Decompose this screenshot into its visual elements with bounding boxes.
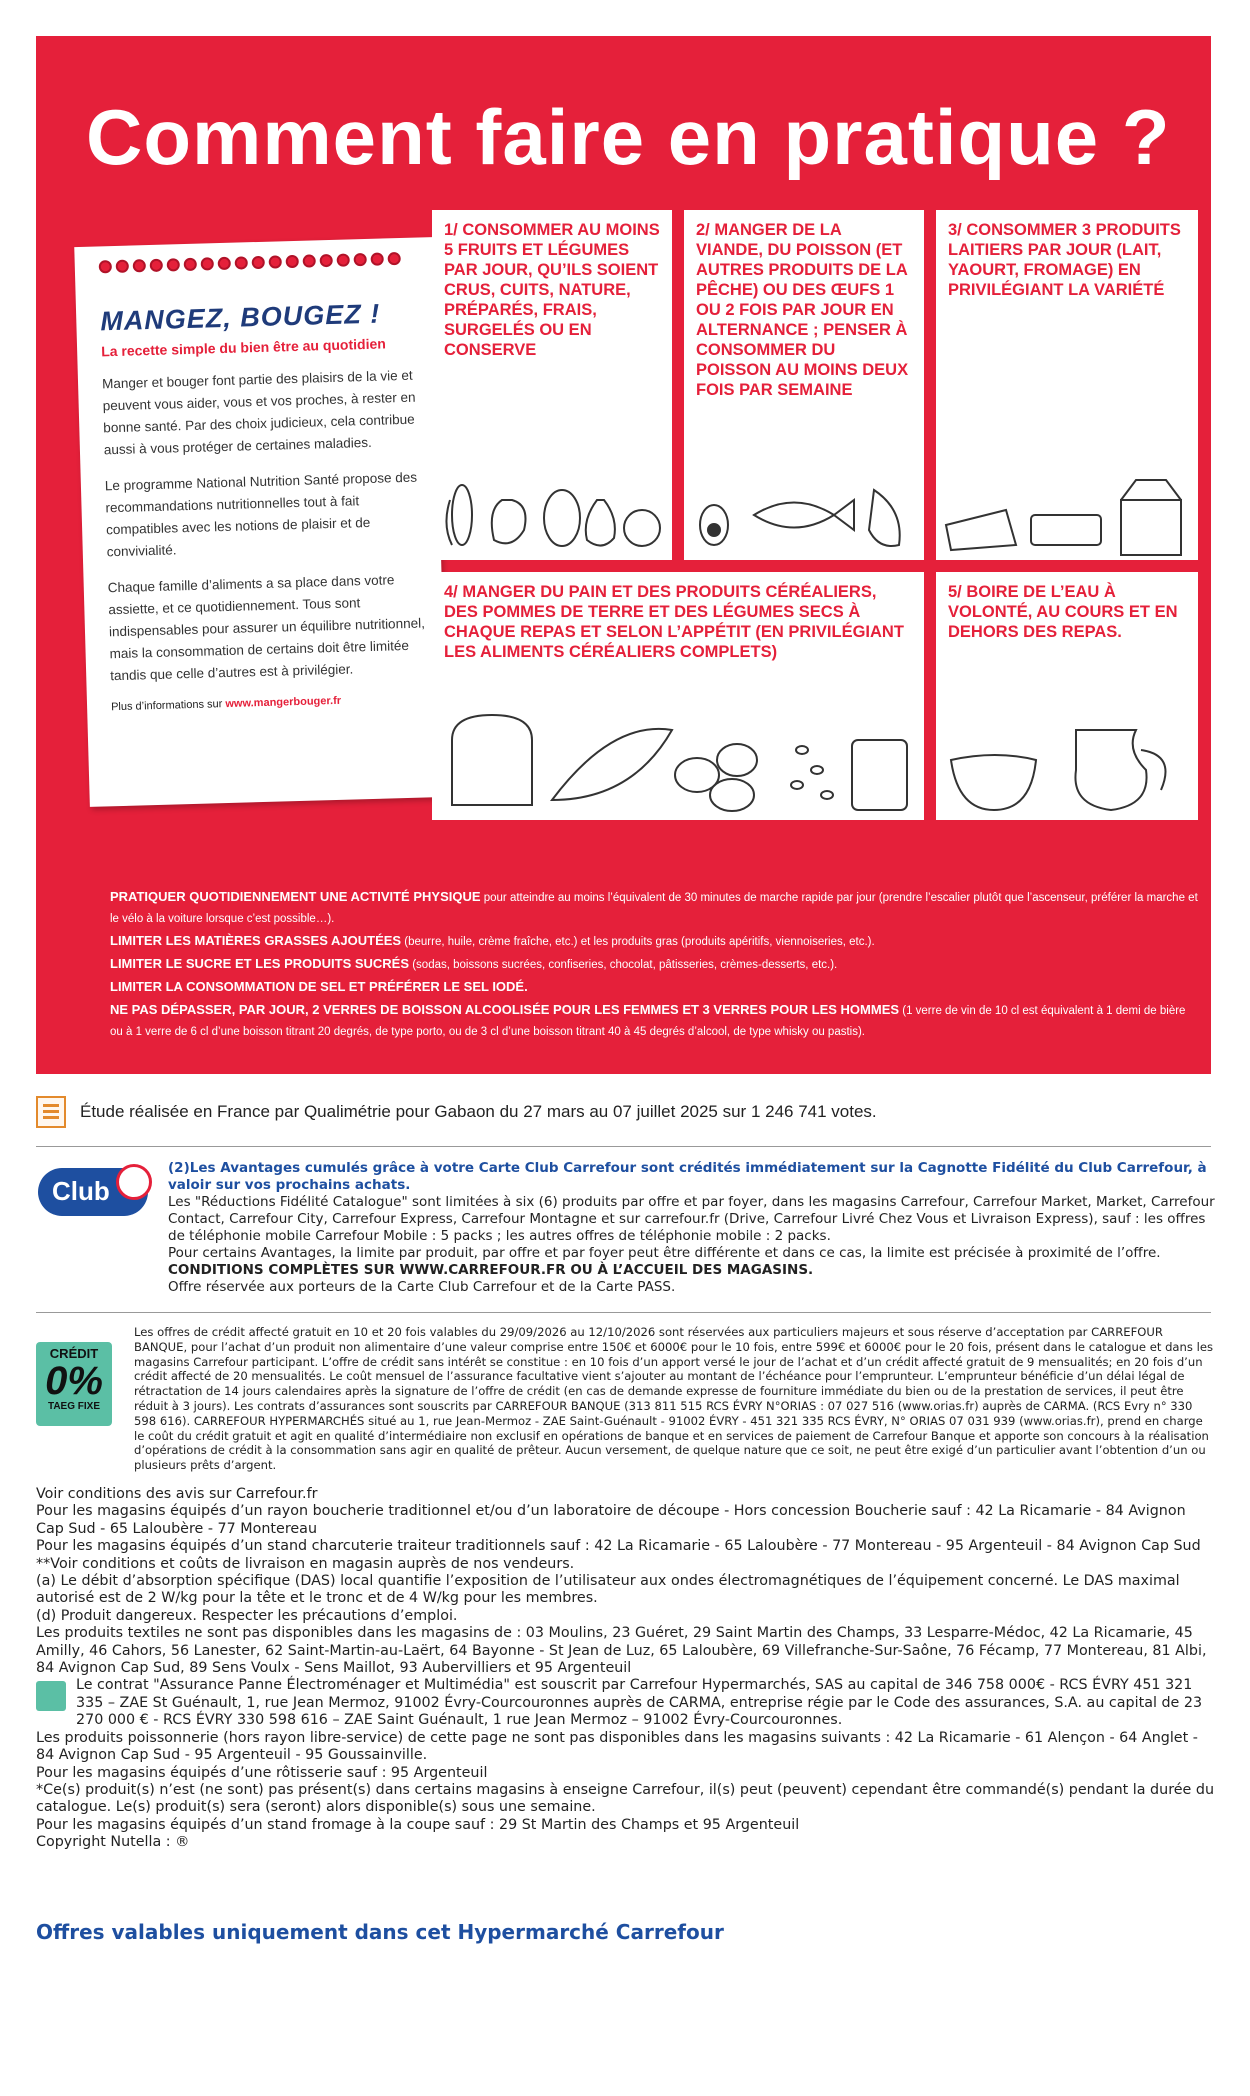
notebook-card [74, 237, 447, 807]
legal-line: (a) Le débit d’absorption spécifique (DAS) local quantifie l’exposition de l’utilisateur aux ondes électromagnétiques de l’équipement concerné. Le DAS maximal autorisé est de 2 W/kg pour la tête et le tronc et de 4 W/kg pour les membres. [36, 1573, 1180, 1607]
tip-fruits-vegetables [432, 210, 672, 560]
credit-conditions: Les offres de crédit affecté gratuit en 10 et 20 fois valables du 29/09/2026 au 12/10/2026 sont réservées aux particuliers majeurs et sous réserve d’acceptation par CARREFOUR BANQUE, pour l’achat d’un produit non alimentaire d’une valeur comprise entre 150€ et 6000€ pour le 10 fois, entre 599€ et 6000€ pour le 20 fois, présent dans le catalogue et dans les magasins Carrefour participant. L’offre de crédit sans intérêt se constitue : en 10 fois d’un apport versé le jour de l’achat et d’un crédit affecté gratuit de 9 mensualités; en 20 fois d’un crédit affecté de 20 mensualités. Le coût mensuel de l’assurance facultative vient s’ajouter au montant de l’échéance pour l’emprunteur. L’emprunteur bénéficie d’un délai légal de rétractation de 14 jours calendaires après la signature de l’offre de crédit (en cas de demande expresse de fourniture immédiate du bien ou de la prestation de services, il peut être réduit à 3 jours). Les contrats d’assurances sont souscrits par CARREFOUR BANQUE (313 811 515 RCS ÉVRY N°ORIAS : 07 027 516 (www.orias.fr) auprès de CARMA. (RCS Evry n° 330 598 616). CARREFOUR HYPERMARCHÉS situé au 1, rue Jean-Mermoz - ZAE Saint-Guénault - 91002 ÉVRY - 451 321 335 RCS ÉVRY, N° ORIAS 07 031 939 (www.orias.fr), prend en charge le coût du crédit gratuit et agit en qualité d’intermédiaire non exclusif en opérations de banque et en services de paiement de Carrefour Banque et apporte son concours à la réalisation d’opérations de crédit à la consommation sans agir en qualité de prêteur. Aucun versement, de quelque nature que ce soit, ne peut être exigé d’un particulier avant l’obtention d’un ou plusieurs prêts d’argent. [134, 1325, 1214, 1473]
legal-line: Pour les magasins équipés d’une rôtisserie sauf : 95 Argenteuil [36, 1764, 488, 1781]
rec-bold: LIMITER LES MATIÈRES GRASSES AJOUTÉES [110, 933, 402, 948]
page-title: Comment faire en pratique ? [86, 93, 1171, 181]
tip-text: 5/ BOIRE DE L’EAU À VOLONTÉ, AU COURS ET EN DEHORS DES REPAS. [948, 583, 1178, 641]
rec-sugar [110, 953, 1200, 976]
warranty-line: Le contrat "Assurance Panne Électroménager et Multimédia" est souscrit par Carrefour Hypermarchés, SAS au capital de 346 758 000€ - RCS ÉVRY 451 321 335 – ZAE St Guénault, 1, rue Jean Mermoz, 91002 Évry-Courcouronnes auprès de CARMA, entreprise régie par le Code des assurances, S.A. au capital de 23 270 000 € - RCS ÉVRY 330 598 616 – ZAE Saint Guénault, 1 rue Jean Mermoz – 91002 Évry-Courcouronnes. [36, 1677, 1216, 1729]
rec-text: (sodas, boissons sucrées, confiseries, chocolat, pâtisseries, crèmes-desserts, etc.). [409, 959, 838, 971]
club-line: (2)Les Avantages cumulés grâce à votre Carte Club Carrefour sont crédités immédiatement sur la Cagnotte Fidélité du Club Carrefour, à valoir sur vos prochains achats. [168, 1160, 1207, 1193]
legal-line: **Voir conditions et coûts de livraison en magasin auprès de nos vendeurs. [36, 1555, 575, 1572]
credit-badge-top: CRÉDIT [49, 1346, 99, 1361]
rec-alcohol [110, 999, 1200, 1043]
credit-badge [36, 1342, 112, 1426]
legal-line: Les produits poissonnerie (hors rayon libre-service) de cette page ne sont pas disponibles dans les magasins suivants : 42 La Ricamarie - 61 Alençon - 64 Anglet - 84 Avignon Cap Sud - 95 Argenteuil - 95 Goussainville. [36, 1729, 1198, 1764]
credit-badge-bottom: TAEG FIXE [47, 1401, 101, 1412]
rec-bold: PRATIQUER QUOTIDIENNEMENT UNE ACTIVITÉ PHYSIQUE [110, 889, 481, 904]
legal-line: Les produits textiles ne sont pas disponibles dans les magasins de : 03 Moulins, 23 Guéret, 29 Saint Martin des Champs, 33 Lesparre-Médoc, 42 La Ricamarie, 45 Amilly, 46 Cahors, 56 Lanester, 62 Saint-Martin-au-Laërt, 64 Bayonne - St Jean de Luz, 65 Laloubère, 69 Villefranche-Sur-Saône, 76 Fécamp, 77 Montereau, 81 Albi, 84 Avignon Cap Sud, 89 Sens Voulx - Sens Maillot, 93 Aubervilliers et 95 Argenteuil [36, 1625, 1207, 1677]
tip-cereals [432, 572, 924, 820]
club-line: Offre réservée aux porteurs de la Carte Club Carrefour et de la Carte PASS. [168, 1279, 676, 1295]
tip-text: 1/ CONSOMMER AU MOINS 5 FRUITS ET LÉGUMES PAR JOUR, QU’ILS SOIENT CRUS, CUITS, NATURE, PRÉPARÉS, FRAIS, SURGELÉS OU EN CONSERVE [444, 221, 660, 359]
credit-badge-rate: 0% [45, 1359, 103, 1403]
card-paragraph: Chaque famille d’aliments a sa place dans votre assiette, et ce quotidiennement. Tous sont indispensables pour assurer un équilibre nutritionnel, mais la consommation de certains doit être limitée tandis que celle d’autres est à privilégier. [107, 572, 426, 684]
club-conditions [168, 1160, 1218, 1296]
divider [36, 1146, 1211, 1147]
more-info-label: Plus d’informations sur [110, 698, 223, 714]
divider [36, 1312, 1211, 1313]
tip-dairy [936, 210, 1198, 560]
club-line: Les "Réductions Fidélité Catalogue" sont limitées à six (6) produits par offre et par foyer, dans les magasins Carrefour, Carrefour Market, Market, Carrefour Contact, Carrefour City, Carrefour Express, Carrefour Montagne et sur carrefour.fr (Drive, Carrefour Livré Chez Vous et Livraison Express), sauf : les offres de téléphonie mobile Carrefour Mobile : 5 packs ; les autres offres de téléphonie mobile : 2 packs. [168, 1194, 1215, 1244]
club-logo-text: Club [52, 1176, 110, 1206]
tip-text: 2/ MANGER DE LA VIANDE, DU POISSON (ET AUTRES PRODUITS DE LA PÊCHE) OU DES ŒUFS 1 OU 2 FOIS PAR JOUR EN ALTERNANCE ; PENSER À CONSOMMER DU POISSON AU MOINS DEUX FOIS PAR SEMAINE [696, 221, 909, 399]
card-title: MANGEZ, BOUGEZ ! [99, 298, 381, 337]
rec-text: (beurre, huile, crème fraîche, etc.) et les produits gras (produits apéritifs, viennoiseries, etc.). [401, 936, 875, 948]
tip-text: 3/ CONSOMMER 3 PRODUITS LAITIERS PAR JOUR (LAIT, YAOURT, FROMAGE) EN PRIVILÉGIANT LA VARIÉTÉ [948, 221, 1181, 299]
jug-icon [936, 700, 1198, 820]
survey-icon [36, 1096, 66, 1128]
survey-line [36, 1096, 1211, 1128]
legal-line: Pour les magasins équipés d’un stand charcuterie traiteur traditionnels sauf : 42 La Ricamarie - 65 Laloubère - 77 Montereau - 95 Argenteuil - 84 Avignon Cap Sud [36, 1538, 1201, 1555]
legal-line: Voir conditions des avis sur Carrefour.fr [36, 1486, 318, 1502]
card-paragraph: Le programme National Nutrition Santé propose des recommandations nutritionnelles tout à fait compatibles avec les notions de plaisir et de convivialité. [104, 469, 418, 560]
card-paragraph: Manger et bouger font partie des plaisirs de la vie et peuvent vous aider, vous et vos proches, à rester en bonne santé. Par des choix judicieux, cela contribue aussi à vous protéger de certaines maladies. [101, 367, 416, 458]
legal-line: Pour les magasins équipés d’un stand fromage à la coupe sauf : 29 St Martin des Champs et 95 Argenteuil [36, 1816, 800, 1833]
rec-salt [110, 976, 1200, 999]
vegetables-icon [432, 470, 672, 560]
rec-bold: LIMITER LE SUCRE ET LES PRODUITS SUCRÉS [110, 956, 410, 971]
rec-bold: LIMITER LA CONSOMMATION DE SEL ET PRÉFÉRER LE SEL IODÉ. [110, 979, 528, 994]
rec-text: pour atteindre au moins l’équivalent de 30 minutes de marche rapide par jour (prendre l’escalier plutôt que l’ascenseur, préférer la marche et le vélo à la voiture lorsque c’est possible…). [110, 892, 1198, 925]
notebook-rings [99, 252, 401, 273]
footer-offer-note: Offres valables uniquement dans cet Hypermarché Carrefour [36, 1920, 724, 1944]
tip-text: 4/ MANGER DU PAIN ET DES PRODUITS CÉRÉALIERS, DES POMMES DE TERRE ET DES LÉGUMES SECS À CHAQUE REPAS ET SELON L’APPÉTIT (EN PRIVILÉGIANT LES ALIMENTS CÉRÉALIERS COMPLETS) [444, 583, 904, 661]
legal-line: (d) Produit dangereux. Respecter les précautions d’emploi. [36, 1607, 458, 1624]
rec-activity [110, 886, 1200, 930]
fish-icon [684, 470, 924, 560]
legal-line: *Ce(s) produit(s) n’est (ne sont) pas présent(s) dans certains magasins à enseigne Carrefour, il(s) peut (peuvent) cependant être commandé(s) pendant la durée du catalogue. Le(s) produit(s) sera (seront) alors disponible(s) sous une semaine. [36, 1781, 1215, 1816]
legal-line: Pour les magasins équipés d’un rayon boucherie traditionnel et/ou d’un laboratoire de découpe - Hors concession Boucherie sauf : 42 La Ricamarie - 84 Avignon Cap Sud - 65 Laloubère - 77 Montereau [36, 1503, 1186, 1537]
survey-text: Étude réalisée en France par Qualimétrie pour Gabaon du 27 mars au 07 juillet 2025 sur 1 246 741 votes. [80, 1102, 877, 1121]
dairy-icon [936, 470, 1198, 560]
club-line: Pour certains Avantages, la limite par produit, par offre et par foyer peut être différente et dans ce cas, la limite est précisée à proximité de l’offre. [168, 1245, 1161, 1261]
carrefour-mark-icon [116, 1164, 152, 1200]
rec-text: (1 verre de vin de 10 cl est équivalent à 1 demi de bière ou à 1 verre de 6 cl d’une boisson titrant 20 degrés, de type porto, ou de 3 cl d’une boisson titrant 40 à 45 degrés d’alcool, de type whisky ou pastis). [110, 1005, 1186, 1038]
club-carrefour-logo [38, 1168, 148, 1216]
club-conditions-link[interactable]: CONDITIONS COMPLÈTES SUR WWW.CARREFOUR.FR OU À L’ACCUEIL DES MAGASINS. [168, 1262, 814, 1278]
legal-line: Copyright Nutella : ® [36, 1834, 190, 1851]
card-subtitle: La recette simple du bien être au quotidien [100, 335, 387, 360]
rec-bold: NE PAS DÉPASSER, PAR JOUR, 2 VERRES DE BOISSON ALCOOLISÉE POUR LES FEMMES ET 3 VERRES POUR LES HOMMES [110, 1002, 900, 1017]
rec-fats [110, 930, 1200, 953]
mangerbouger-link[interactable]: www.mangerbouger.fr [225, 694, 342, 711]
recommendations [110, 886, 1200, 1043]
tip-water [936, 572, 1198, 820]
legal-notes [36, 1486, 1216, 1852]
more-info [111, 692, 427, 713]
bread-icon [432, 700, 924, 820]
nutrition-poster [36, 36, 1211, 1074]
tip-meat-fish [684, 210, 924, 560]
